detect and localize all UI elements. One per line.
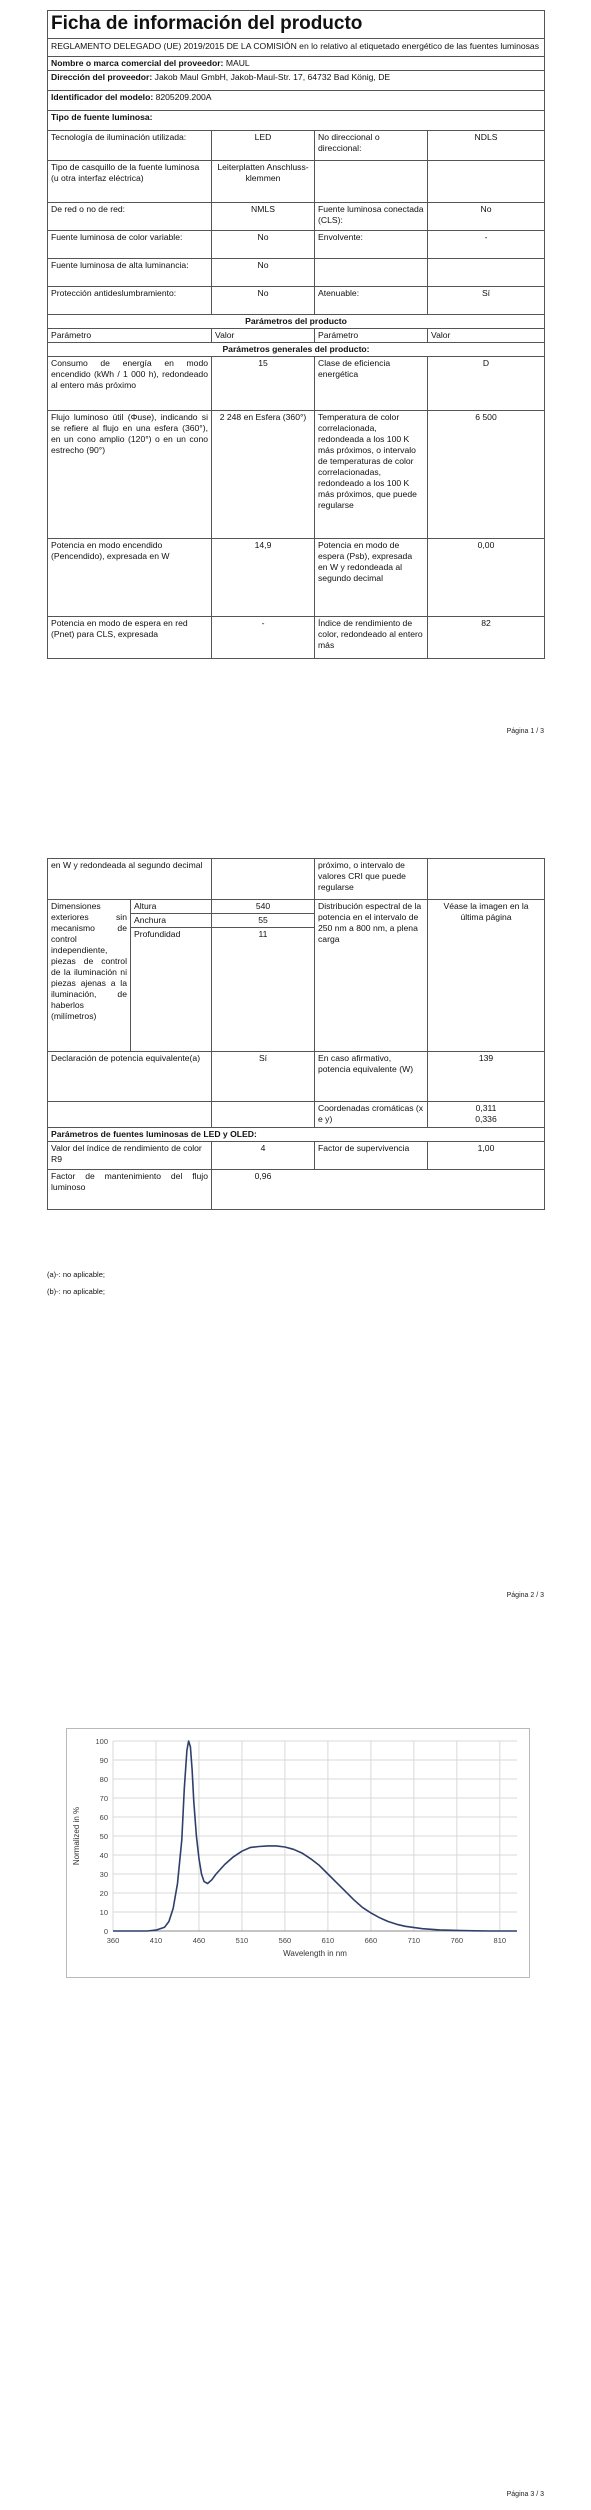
dimension-label: Profundidad [134, 929, 181, 939]
row-value: 139 [427, 1052, 544, 1101]
row-label: Potencia en modo encendido (Pencendido), expresada en W [51, 539, 170, 561]
page-number: Página 3 / 3 [506, 2491, 544, 2498]
supplier-address-label: Dirección del proveedor: [51, 71, 153, 82]
row-value: 1,00 [427, 1142, 544, 1169]
row-label: En caso afirmativo, potencia equivalente (W) [314, 1052, 427, 1101]
row-label: No direccional o direccional: [314, 131, 427, 160]
y-tick-label: 90 [99, 1756, 108, 1765]
row-value: No [211, 231, 314, 258]
dimensions-label: Dimensiones exteriores sin mecanismo de control independiente, piezas de control de la iluminación ni piezas ajenas a la iluminación, de haberlos (milímetros) [51, 901, 127, 1021]
x-tick-label: 810 [493, 1936, 507, 1945]
y-axis-label: Normalized in % [72, 1806, 81, 1866]
dimension-value: 11 [258, 929, 268, 939]
model-value: 8205209.200A [155, 91, 212, 102]
x-tick-label: 610 [321, 1936, 335, 1945]
supplier-address-value: Jakob Maul GmbH, Jakob-Maul-Str. 17, 64732 Bad König, DE [154, 71, 391, 82]
row-value: 14,9 [211, 539, 314, 616]
row-value: 4 [211, 1142, 314, 1169]
led-parameters-heading: Parámetros de fuentes luminosas de LED y OLED: [51, 1129, 257, 1139]
row-value: Sí [427, 287, 544, 314]
row-value: 82 [427, 617, 544, 658]
column-header: Parámetro [314, 329, 427, 342]
general-parameters-heading: Parámetros generales del producto: [222, 343, 370, 354]
y-tick-label: 80 [99, 1775, 108, 1784]
row-label: De red o no de red: [51, 203, 126, 214]
row-label: Atenuable: [314, 287, 427, 314]
row-label: Fuente luminosa de alta luminancia: [51, 259, 189, 270]
row-label: Factor de mantenimiento del flujo luminoso [51, 1171, 208, 1192]
spectral-chart-svg [67, 1729, 531, 1979]
x-tick-label: 560 [278, 1936, 292, 1945]
row-label: Envolvente: [314, 231, 427, 258]
x-tick-label: 510 [235, 1936, 249, 1945]
row-value: 0,96 [211, 1170, 314, 1209]
row-value: NMLS [211, 203, 314, 230]
y-tick-label: 70 [99, 1794, 108, 1803]
supplier-name-value: MAUL [225, 57, 250, 68]
row-value: 0,00 [427, 539, 544, 616]
x-tick-label: 760 [450, 1936, 464, 1945]
product-parameters-heading: Parámetros del producto [245, 315, 347, 326]
y-tick-label: 10 [99, 1908, 108, 1917]
page-number: Página 1 / 3 [506, 728, 544, 735]
page-title: Ficha de información del producto [51, 13, 363, 34]
row-label: Consumo de energía en modo encendido (kWh / 1 000 h), redondeado al entero más próximo [51, 357, 208, 390]
y-tick-label: 60 [99, 1813, 108, 1822]
dimension-value: 540 [255, 901, 271, 911]
row-label: Fuente luminosa conectada (CLS): [314, 203, 427, 230]
row-label: Factor de supervivencia [314, 1142, 427, 1169]
row-label: Tipo de casquillo de la fuente luminosa (u otra interfaz eléctrica) [51, 161, 200, 183]
row-value: - [427, 231, 544, 258]
row-label: Índice de rendimiento de color, redondeado al entero más [314, 617, 427, 658]
y-tick-label: 0 [103, 1927, 108, 1936]
x-tick-label: 660 [364, 1936, 378, 1945]
row-label: Potencia en modo de espera en red (Pnet) para CLS, expresada [51, 617, 188, 639]
x-tick-label: 710 [407, 1936, 421, 1945]
row-label: Temperatura de color correlacionada, redondeada a los 100 K más próximos, o intervalo de temperaturas de color correlacionadas, redondeado a los 100 K más próximos, que puede regularse [314, 411, 427, 538]
y-tick-label: 50 [99, 1832, 108, 1841]
x-axis-label: Wavelength in nm [283, 1949, 347, 1958]
row-value: D [427, 357, 544, 410]
row-label: Flujo luminoso útil (Φuse), indicando si se refiere al flujo en una esfera (360°), en un cono amplio (120°) o en un cono estrecho (90°) [51, 411, 208, 455]
row-label: en W y redondeada al segundo decimal [51, 860, 203, 870]
column-header: Valor [211, 329, 314, 342]
row-value: - [211, 617, 314, 658]
row-label: próximo, o intervalo de valores CRI que puede regularse [314, 859, 427, 899]
dimension-label: Altura [134, 901, 157, 911]
light-source-type-heading: Tipo de fuente luminosa: [51, 111, 153, 122]
row-value: Leiterplatten Anschluss-klemmen [211, 161, 314, 202]
spectral-value: Véase la imagen en la última página [427, 900, 544, 1051]
row-label: Protección antideslumbramiento: [51, 287, 177, 298]
row-label: Valor del índice de rendimiento de color R9 [51, 1143, 202, 1164]
footnote-a: (a)-: no aplicable; [47, 1270, 105, 1279]
y-tick-label: 30 [99, 1870, 108, 1879]
dimension-value: 55 [258, 915, 268, 925]
row-value: 15 [211, 357, 314, 410]
dimension-label: Anchura [134, 915, 167, 925]
row-label: Potencia en modo de espera (Psb), expresada en W y redondeada al segundo decimal [314, 539, 427, 616]
regulation-text: REGLAMENTO DELEGADO (UE) 2019/2015 DE LA COMISIÓN en lo relativo al etiquetado energético de las fuentes luminosas [51, 40, 540, 51]
row-value: No [427, 203, 544, 230]
row-value: Sí [211, 1052, 314, 1101]
row-value: No [211, 259, 314, 286]
y-tick-label: 20 [99, 1889, 108, 1898]
x-tick-label: 460 [192, 1936, 206, 1945]
x-tick-label: 410 [149, 1936, 163, 1945]
column-header: Valor [427, 329, 544, 342]
row-value: 0,311 0,336 [427, 1102, 544, 1127]
model-label: Identificador del modelo: [51, 91, 154, 102]
spectral-distribution-chart [66, 1728, 530, 1978]
row-value: 2 248 en Esfera (360°) [211, 411, 314, 538]
row-label: Coordenadas cromáticas (x e y) [314, 1102, 427, 1127]
column-header: Parámetro [51, 329, 92, 340]
row-label: Clase de eficiencia energética [314, 357, 427, 410]
footnote-b: (b)-: no aplicable; [47, 1287, 105, 1296]
row-value: NDLS [427, 131, 544, 160]
y-tick-label: 100 [95, 1737, 108, 1746]
y-tick-label: 40 [99, 1851, 108, 1860]
row-value: 6 500 [427, 411, 544, 538]
spectral-label: Distribución espectral de la potencia en el intervalo de 250 nm a 800 nm, a plena carga [314, 900, 427, 1051]
page-number: Página 2 / 3 [506, 1592, 544, 1599]
row-label: Tecnología de iluminación utilizada: [51, 131, 187, 142]
row-label: Declaración de potencia equivalente(a) [51, 1053, 201, 1063]
supplier-name-label: Nombre o marca comercial del proveedor: [51, 57, 224, 68]
row-value: LED [211, 131, 314, 160]
row-label: Fuente luminosa de color variable: [51, 231, 183, 242]
row-value: No [211, 287, 314, 314]
x-tick-label: 360 [106, 1936, 120, 1945]
